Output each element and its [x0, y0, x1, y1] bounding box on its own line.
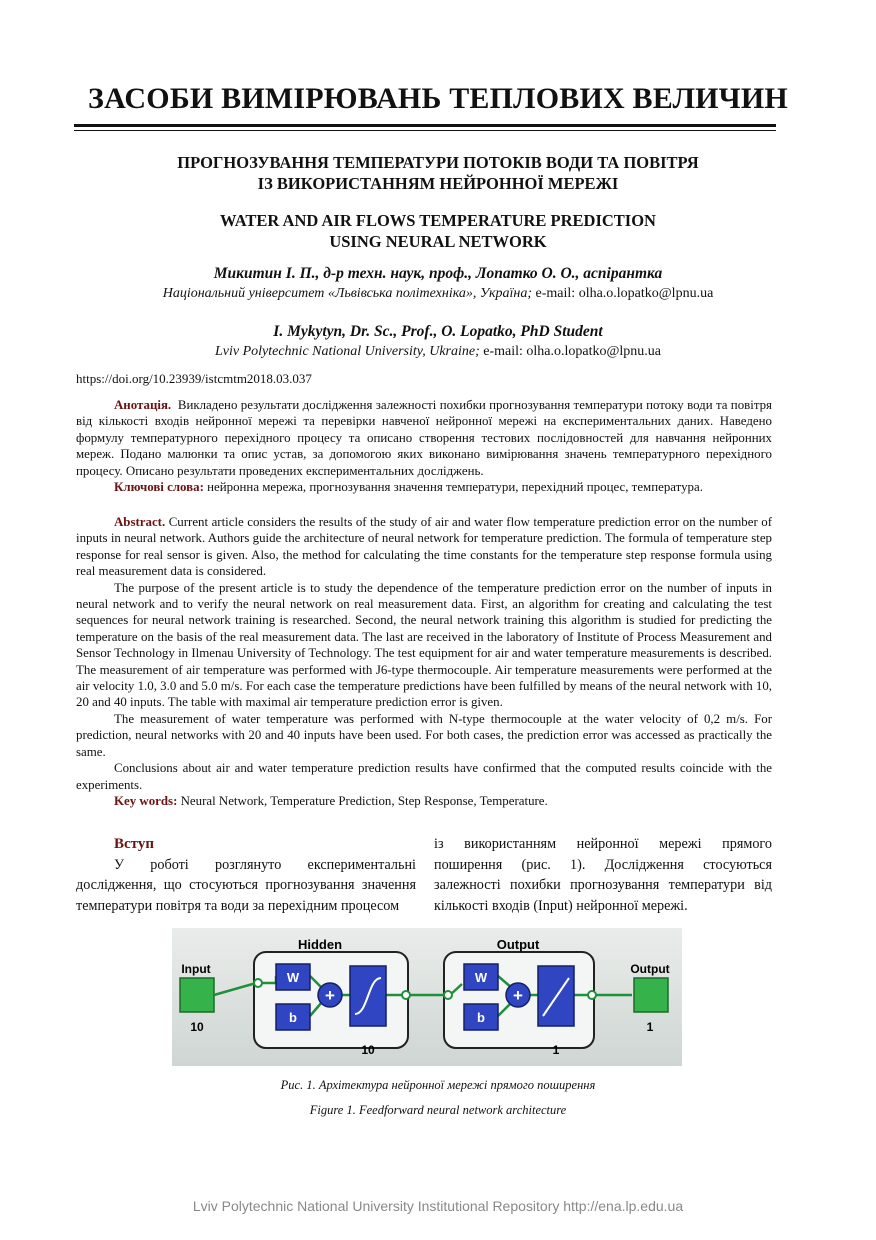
svg-text:+: +	[325, 986, 335, 1005]
output-node	[634, 978, 668, 1012]
title-rule-thin	[74, 130, 776, 131]
title-rule-thick	[74, 124, 776, 127]
svg-text:W: W	[286, 970, 300, 985]
junction-dot	[254, 979, 262, 987]
caption-ua: Рис. 1. Архітектура нейронної мережі прямого поширення	[280, 1078, 596, 1092]
intro-left-column: Вступ У роботі розглянуто експериментальні дослідження, що стосуються прогнозування значення температури повітря та води за перехідним процесом	[76, 836, 416, 914]
affiliation-en: Lviv Polytechnic National University, Ukraine; e-mail: olha.o.lopatko@lpnu.ua	[214, 344, 662, 359]
figure-background	[172, 928, 682, 1066]
neural-network-figure	[172, 928, 682, 1066]
intro-heading: Вступ	[114, 836, 154, 852]
svg-text:b: b	[477, 1010, 485, 1025]
hidden-label: Hidden	[297, 937, 343, 952]
output-label: Output	[496, 937, 540, 952]
doi-link[interactable]: https://doi.org/10.23939/istcmtm2018.03.037	[76, 371, 312, 386]
input-label: Input	[181, 962, 211, 976]
abstract-en: Abstract. Current article considers the results of the study of air and water flow temperature prediction error on the number of inputs in neural network. Authors guide the architecture of neural network for temperature prediction. The formula of temperature step response for real sensor is given. Also, the method for calculating the time constants for the temperature step response formula using real measurement data is considered. The purpose of the present article is to study the dependence of the temperature prediction error on the number of inputs in neural network and to verify the neural network on real measurement data. First, an algorithm for creating and calculating the test sequences for neural network training is researched. Second, the neural network training this algorithm is studied for predicting the temperature on the basis of the real measurement data. The last are received in the laboratory of Institute of Process Measurement and Sensor Technology in Ilmenau University of Technology. The test equipment for air and water temperature measurements is described. The measurement of air temperature was performed with J6-type thermocouple. Air temperature measurements were performed at the air velocity 1.0, 3.0 and 5.0 m/s. For each case the temperature predictions have been fulfilled by means of the neural network with 10, 20 and 40 inputs. The table with maximal air temperature prediction error is given. The measurement of water temperature was performed with N-type thermocouple at the water velocity of 0,2 m/s. For prediction, neural networks with 20 and 40 inputs have been used. For both cases, the prediction error was accessed as practically the same. Conclusions about air and water temperature prediction results have confirmed that the computed results coincide with the experiments. Key words: Neural Network, Temperature Prediction, Step Response, Temperature.	[76, 515, 772, 808]
email-link-en[interactable]: olha.o.lopatko@lpnu.ua	[526, 344, 662, 359]
abstract-ua: Анотація. Викладено результати дослідження залежності похибки прогнозування температури потоку води та повітря від кількості входів нейронної мережі та перевірки навченої нейронної мережі на експериментальних даних. Наведено формулу температурного перехідного процесу та описано створення тестових послідовностей для навчання нейронних мереж. Подано малюнки та опис устав, за допомогою яких виконано вимірювання значень температурного перехідного процесу. Описано результати проведених експериментальних досліджень. Ключові слова: нейронна мережа, прогнозування значення температури, перехідний процес, температура.	[76, 398, 772, 495]
output-count: 1	[552, 1043, 560, 1057]
intro-right-column: із використанням нейронної мережі прямого поширення (рис. 1). Дослідження стосуються залежності похибки прогнозування температури від кількості входів (Input) нейронної мережі.	[434, 836, 772, 914]
input-node	[180, 978, 214, 1012]
title-en: WATER AND AIR FLOWS TEMPERATURE PREDICTION USING NEURAL NETWORK	[220, 211, 656, 251]
svg-text:+: +	[513, 986, 523, 1005]
hidden-count: 10	[361, 1043, 375, 1057]
authors-ua: Микитин І. П., д-р техн. наук, проф., Лопатко О. О., аспірантка	[213, 265, 663, 282]
affiliation-ua: Національний університет «Львівська політехніка», Україна; e-mail: olha.o.lopatko@lpnu.ua	[162, 286, 714, 301]
email-link[interactable]: olha.o.lopatko@lpnu.ua	[578, 286, 714, 301]
caption-en: Figure 1. Feedforward neural network architecture	[309, 1103, 567, 1117]
repository-footer: Lviv Polytechnic National University Institutional Repository http://ena.lp.edu.ua	[192, 1198, 684, 1214]
svg-text:W: W	[474, 970, 488, 985]
output-right-label: Output	[630, 962, 670, 976]
title-ua: ПРОГНОЗУВАННЯ ТЕМПЕРАТУРИ ПОТОКІВ ВОДИ ТА ПОВІТРЯ ІЗ ВИКОРИСТАННЯМ НЕЙРОННОЇ МЕРЕЖІ	[177, 153, 699, 193]
junction-dot	[588, 991, 596, 999]
junction-dot	[402, 991, 410, 999]
output-right-count: 1	[646, 1020, 654, 1034]
svg-text:b: b	[289, 1010, 297, 1025]
authors-en: I. Mykytyn, Dr. Sc., Prof., O. Lopatko, PhD Student	[273, 323, 603, 340]
junction-dot	[444, 991, 452, 999]
input-count: 10	[190, 1020, 204, 1034]
section-title: ЗАСОБИ ВИМІРЮВАНЬ ТЕПЛОВИХ ВЕЛИЧИН	[88, 82, 788, 115]
